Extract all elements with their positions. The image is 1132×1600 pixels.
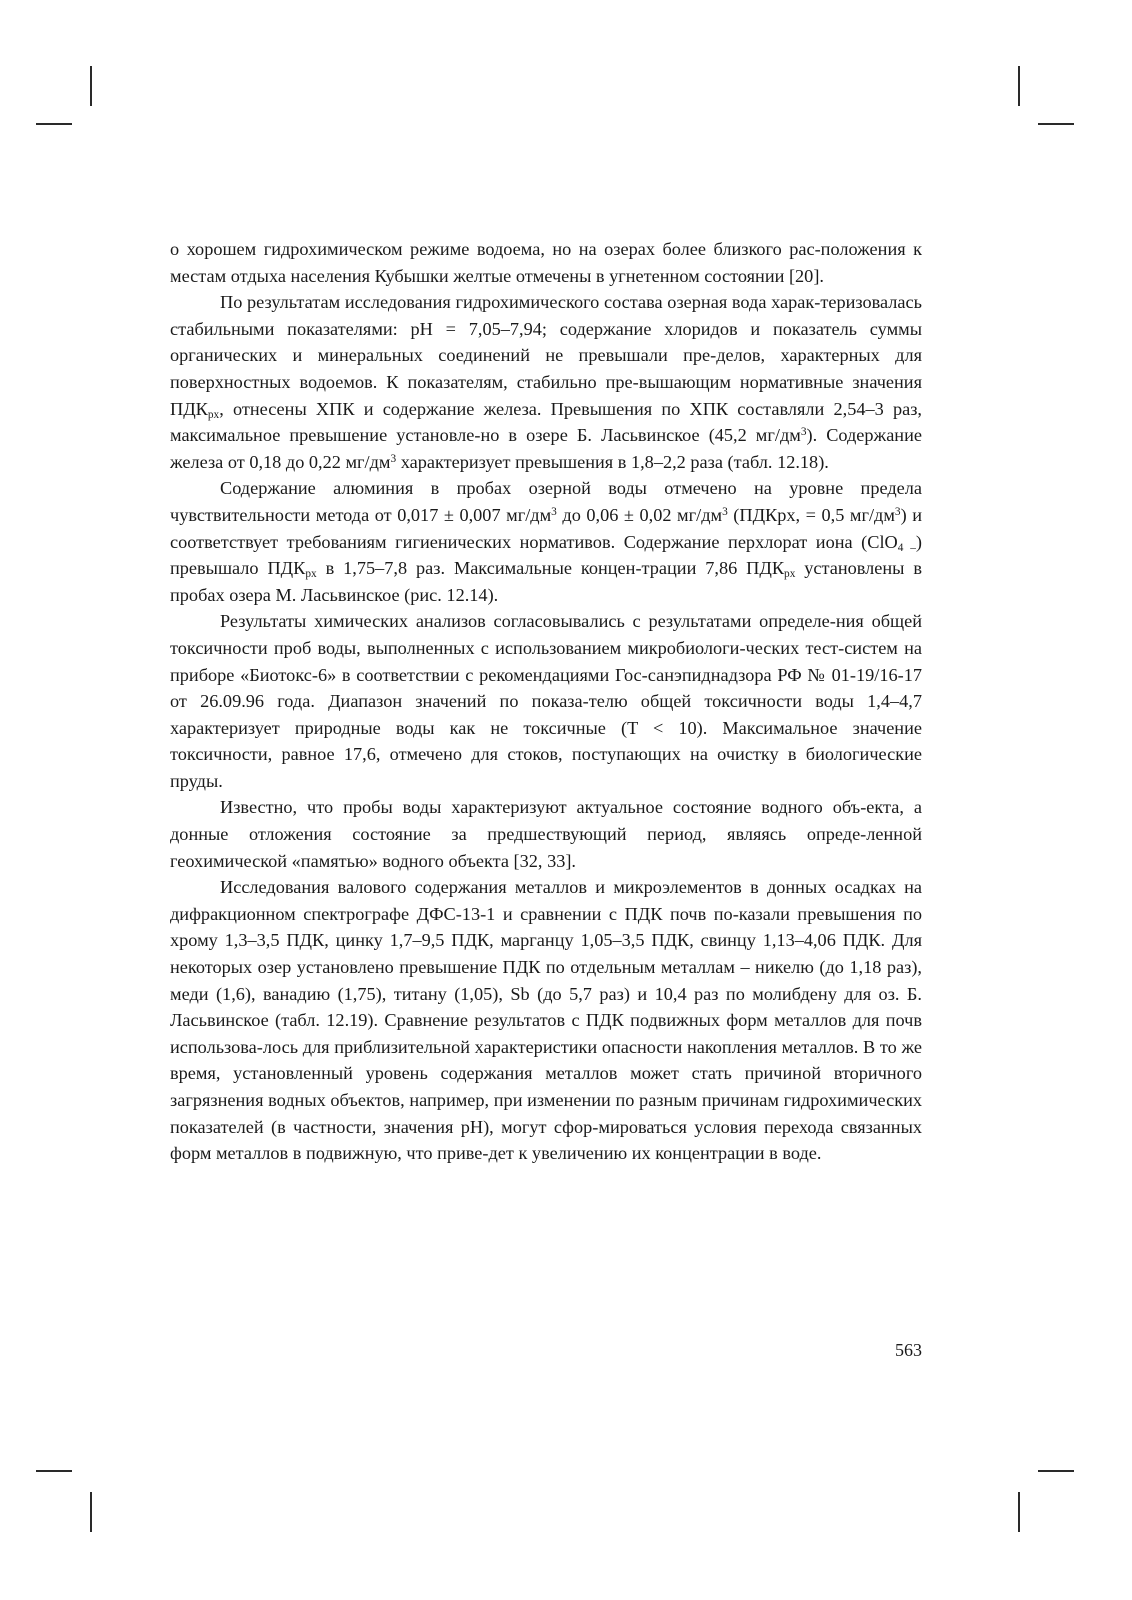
subscript: рх	[207, 408, 220, 421]
body-text	[170, 236, 922, 1167]
crop-mark-bottom-left-horizontal	[36, 1470, 72, 1472]
paragraph	[170, 794, 922, 874]
subscript: рх	[305, 567, 317, 580]
crop-mark-top-right-horizontal	[1038, 123, 1074, 125]
text-run: Содержание алюминия в пробах озерной воды отмечено на уровне предела чувствительности метода от 0,017 ± 0,007 мг/дм	[170, 478, 922, 525]
text-run: Известно, что пробы воды характеризуют актуальное состояние водного объ-екта, а донные отложения состояние за предшествующий период, являясь опреде-ленной геохимической «памятью» водного объекта [32, 33].	[170, 797, 922, 871]
crop-mark-bottom-right-horizontal	[1038, 1470, 1074, 1472]
page-number: 563	[895, 1340, 922, 1360]
superscript: 3	[390, 452, 397, 465]
text-run: характеризует превышения в 1,8–2,2 раза (табл. 12.18).	[396, 451, 829, 472]
text-run: ). Содержание железа от 0,18 до 0,22 мг/дм	[170, 425, 922, 472]
paragraph	[170, 608, 922, 794]
text-run: до 0,06 ± 0,02 мг/дм	[556, 504, 723, 525]
text-run: Исследования валового содержания металлов и микроэлементов в донных осадках на дифракционном спектрографе ДФС-13-1 и сравнении с ПДК почв по-казали превышения по хрому 1,3–3,5 ПДК, цинку 1,7–9,5 ПДК, марганцу 1,05–3,5 ПДК, свинцу 1,13–4,06 ПДК. Для некоторых озер установлено превышение ПДК по отдельным металлам – никелю (до 1,18 раз), меди (1,6), ванадию (1,75), титану (1,05), Sb (до 5,7 раз) и 10,4 раз по молибдену для оз. Б. Ласьвинское (табл. 12.19). Сравнение результатов с ПДК подвижных форм металлов для почв использова-лось для приблизительной характеристики опасности накопления металлов. В то же время, установленный уровень содержания металлов может стать причиной вторичного загрязнения водных объектов, например, при изменении по разным причинам гидрохимических показателей (в частности, значения pH), могут сфор-мироваться условия перехода связанных форм металлов в подвижную, что приве-дет к увеличению их концентрации в воде.	[170, 877, 922, 1164]
text-run: установлены в пробах озера М. Ласьвинское (рис. 12.14).	[170, 558, 922, 605]
superscript: 3	[800, 425, 807, 438]
text-run: , отнесены ХПК и содержание железа. Превышения по ХПК составляли 2,54–3 раз, максимальное превышение установле-но в озере Б. Ласьвинское (45,2 мг/дм	[170, 398, 922, 446]
crop-mark-top-left-vertical	[90, 66, 92, 106]
text-run: в 1,75–7,8 раз. Максимальные концен-трации 7,86 ПДК	[316, 558, 785, 579]
text-run: По результатам исследования гидрохимического состава озерная вода харак-теризовалась стабильными показателями: pH = 7,05–7,94; содержание хлоридов и показатель суммы органических и минеральных соединений не превышали пре-делов, характерных для поверхностных водоемов. К показателям, стабильно пре-вышающим нормативные значения ПДК	[170, 292, 922, 419]
crop-mark-bottom-left-vertical	[90, 1492, 92, 1532]
superscript: 3	[894, 505, 901, 518]
paragraph	[170, 289, 922, 475]
crop-mark-top-left-horizontal	[36, 123, 72, 125]
text-run: ) превышало ПДК	[170, 531, 922, 579]
paragraph	[170, 475, 922, 608]
text-run: ) и соответствует требованиям гигиенических нормативов. Содержание перхлорат иона (ClO	[170, 504, 923, 552]
subscript: рх	[784, 567, 796, 580]
subscript: 4 –	[897, 541, 916, 554]
paragraph	[170, 874, 922, 1167]
crop-mark-top-right-vertical	[1018, 66, 1020, 106]
superscript: 3	[551, 505, 557, 518]
text-run: Результаты химических анализов согласовывались с результатами определе-ния общей токсичности проб воды, выполненных с использованием микробиологи-ческих тест-систем на приборе «Биотокс-6» в соответствии с рекомендациями Гос-санэпиднадзора РФ № 01-19/16-17 от 26.09.96 года. Диапазон значений по показа-телю общей токсичности воды 1,4–4,7 характеризует природные воды как не токсичные (T < 10). Максимальное значение токсичности, равное 17,6, отмечено для стоков, поступающих на очистку в биологические пруды.	[170, 611, 922, 791]
text-run: о хорошем гидрохимическом режиме водоема, но на озерах более близкого рас-положения к местам отдыха населения Кубышки желтые отмечены в угнетенном состоянии [20].	[170, 239, 922, 286]
crop-mark-bottom-right-vertical	[1018, 1492, 1020, 1532]
paragraph	[170, 236, 922, 289]
text-run: (ПДКрх, = 0,5 мг/дм	[727, 504, 895, 525]
superscript: 3	[722, 505, 728, 518]
